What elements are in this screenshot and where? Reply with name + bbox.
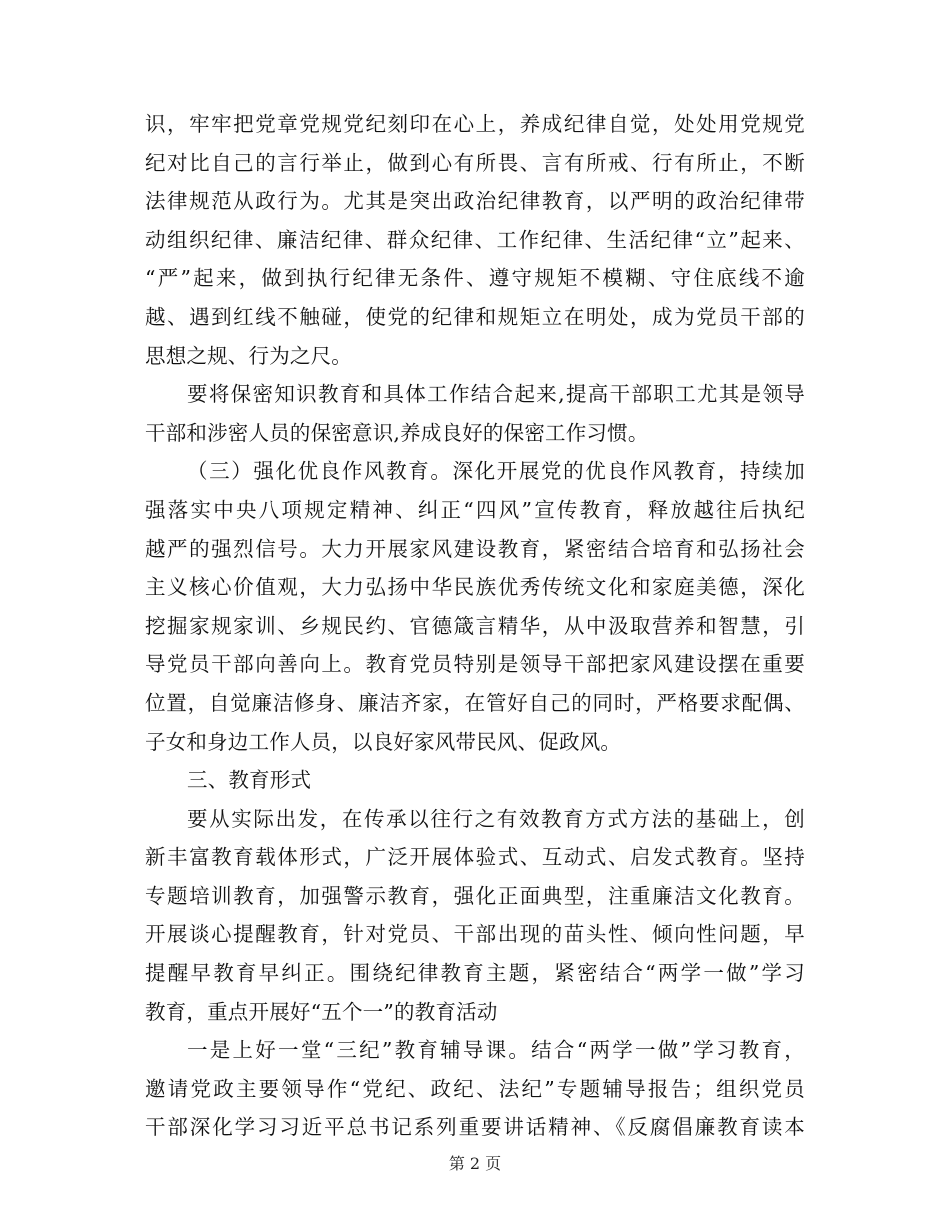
text-line: 一是上好一堂“三纪”教育辅导课。结合“两学一做”学习教育， [187, 1038, 805, 1063]
text-line: 越严的强烈信号。大力开展家风建设教育，紧密结合培育和弘扬社会 [145, 536, 805, 561]
text-line: 新丰富教育载体形式，广泛开展体验式、互动式、启发式教育。坚持 [145, 845, 805, 870]
text-line: 邀请党政主要领导作“党纪、政纪、法纪”专题辅导报告；组织党员 [145, 1076, 805, 1101]
text-line: （三）强化优良作风教育。深化开展党的优良作风教育，持续加 [187, 459, 805, 484]
page-number: 第 2 页 [448, 1154, 502, 1173]
text-line: 识，牢牢把党章党规党纪刻印在心上，养成纪律自觉，处处用党规党 [145, 112, 805, 136]
text-line: 动组织纪律、廉洁纪律、群众纪律、工作纪律、生活纪律“立”起来、 [145, 227, 805, 252]
text-line: 教育，重点开展好“五个一”的教育活动 [145, 999, 498, 1024]
text-line: 导党员干部向善向上。教育党员特别是领导干部把家风建设摆在重要 [145, 652, 805, 677]
text-line: 强落实中央八项规定精神、纠正“四风”宣传教育，释放越往后执纪 [145, 497, 805, 522]
text-line: 干部深化学习习近平总书记系列重要讲话精神、《反腐倡廉教育读本 [145, 1115, 805, 1140]
text-line: 越、遇到红线不触碰，使党的纪律和规矩立在明处，成为党员干部的 [145, 304, 805, 329]
text-line: 要将保密知识教育和具体工作结合起来,提高干部职工尤其是领导 [187, 382, 805, 407]
text-line: 开展谈心提醒教育，针对党员、干部出现的苗头性、倾向性问题，早 [145, 922, 805, 947]
text-line: 要从实际出发，在传承以往行之有效教育方式方法的基础上，创 [187, 806, 805, 831]
text-line: 挖掘家规家训、乡规民约、官德箴言精华，从中汲取营养和智慧，引 [145, 613, 805, 638]
text-line: 三、教育形式 [187, 768, 312, 793]
text-line: 纪对比自己的言行举止，做到心有所畏、言有所戒、行有所止，不断 [145, 150, 805, 175]
text-line: 法律规范从政行为。尤其是突出政治纪律教育，以严明的政治纪律带 [145, 189, 805, 214]
text-line: “严”起来，做到执行纪律无条件、遵守规矩不模糊、守住底线不逾 [145, 266, 805, 291]
text-line: 提醒早教育早纠正。围绕纪律教育主题，紧密结合“两学一做”学习 [145, 961, 805, 986]
text-line: 子女和身边工作人员，以良好家风带民风、促政风。 [145, 729, 622, 754]
text-line: 主义核心价值观，大力弘扬中华民族优秀传统文化和家庭美德，深化 [145, 575, 805, 600]
text-line: 思想之规、行为之尺。 [145, 343, 352, 368]
text-line: 干部和涉密人员的保密意识,养成良好的保密工作习惯。 [145, 420, 649, 445]
document-body [145, 105, 805, 1147]
text-line: 位置，自觉廉洁修身、廉洁齐家，在管好自己的同时，严格要求配偶、 [145, 690, 805, 715]
text-line: 专题培训教育，加强警示教育，强化正面典型，注重廉洁文化教育。 [145, 883, 805, 908]
